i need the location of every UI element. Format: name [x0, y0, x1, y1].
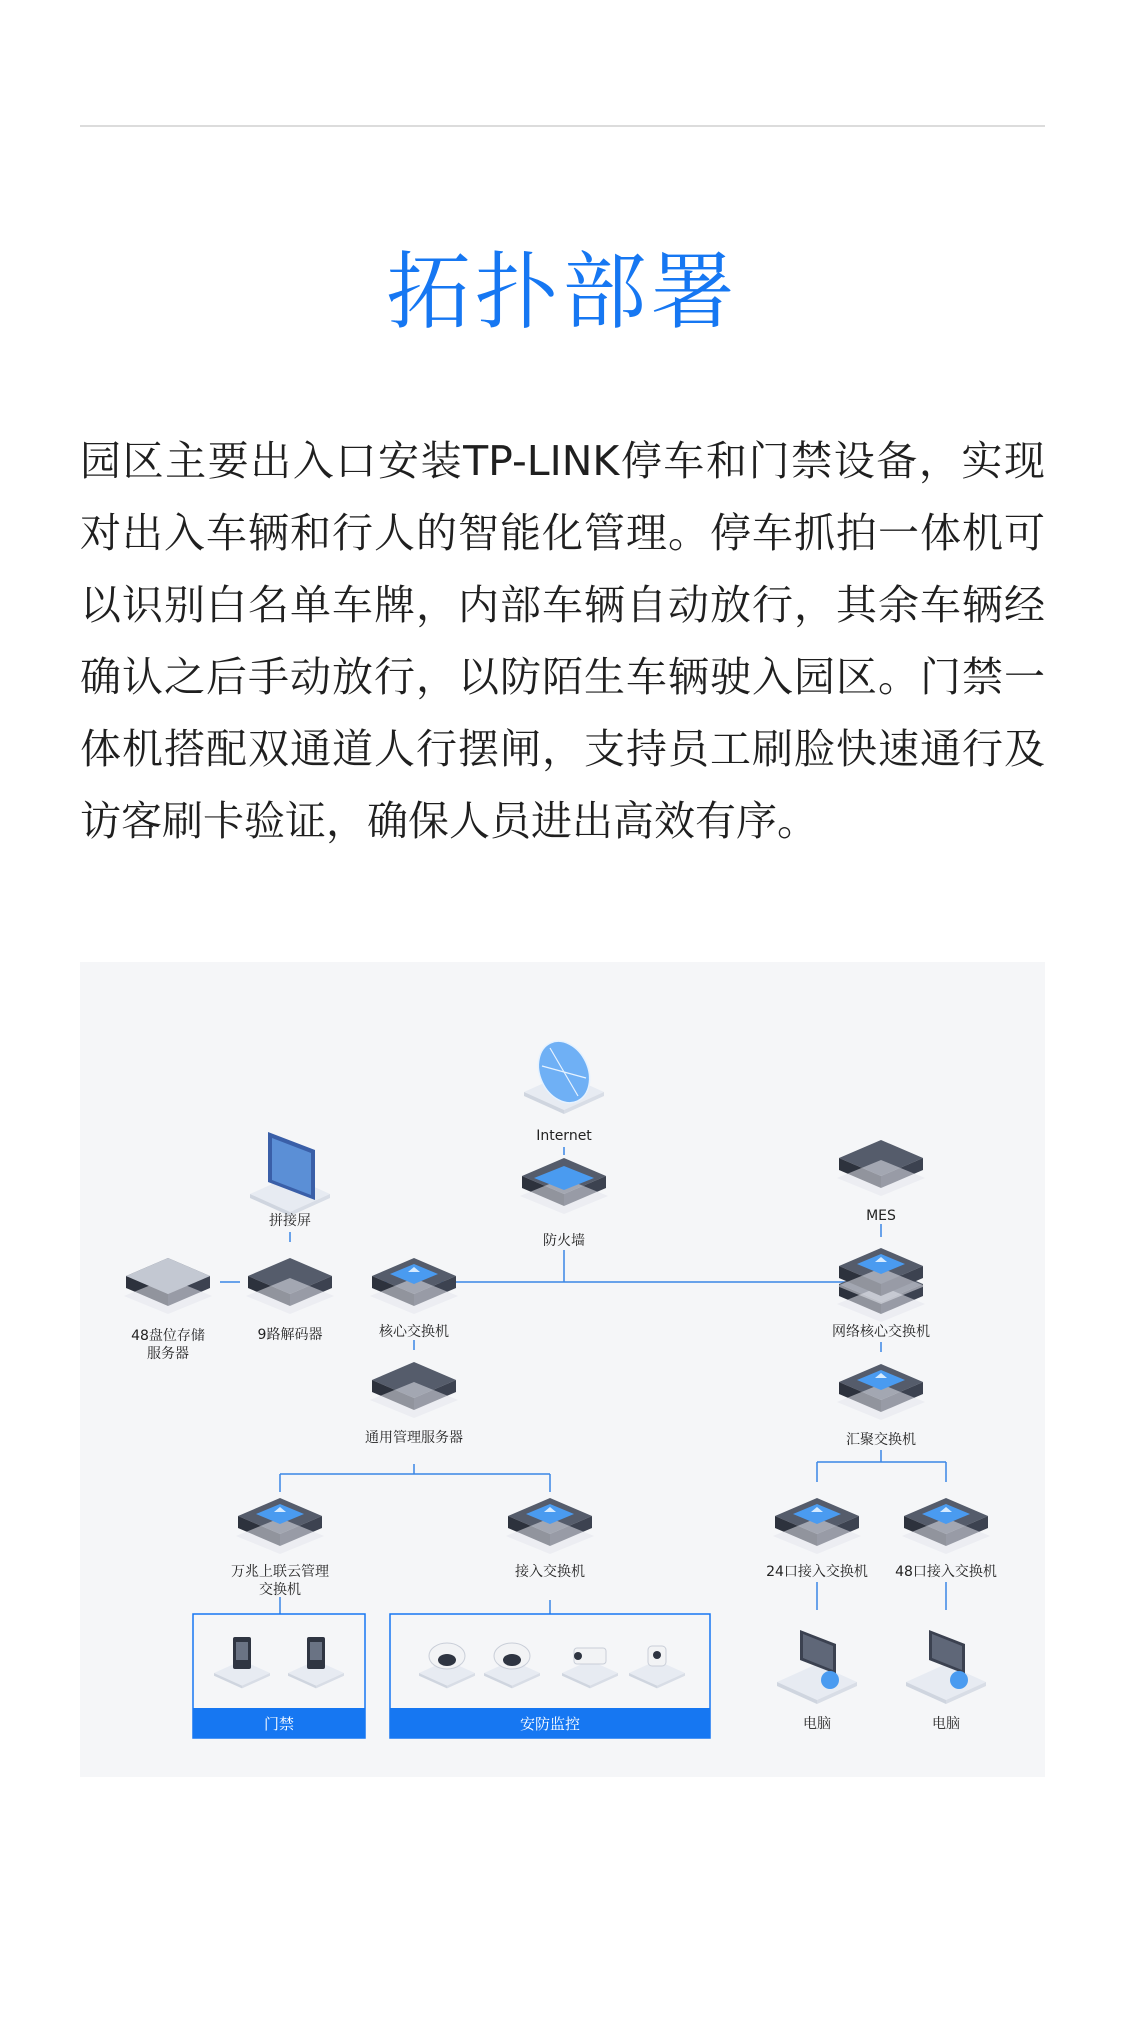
storage-node: [124, 1258, 212, 1362]
security-group: [390, 1614, 710, 1738]
security-label: 安防监控: [519, 1715, 581, 1733]
access-control-group: [193, 1614, 365, 1738]
switch-icon: [370, 1258, 458, 1314]
agg-switch-label: 汇聚交换机: [846, 1432, 916, 1448]
core-switch-node: [370, 1258, 458, 1340]
intro-paragraph: 园区主要出入口安装TP-LINK停车和门禁设备，实现对出入车辆和行人的智能化管理。停车抓拍一体机可以识别白名单车牌，内部车辆自动放行，其余车辆经确认之后手动放行，以防陌生车辆驶入园区。门禁一体机搭配双通道人行摆闸，支持员工刷脸快速通行及访客刷卡验证，确保人员进出高效有序。: [80, 437, 1045, 845]
firewall-node: [520, 1158, 608, 1249]
video-wall-label: 拼接屏: [269, 1213, 311, 1229]
storage-label-line2: 服务器: [147, 1346, 189, 1362]
pc2-label: 电脑: [932, 1716, 960, 1732]
mgmt-server-label: 通用管理服务器: [365, 1430, 463, 1446]
sw24-node: [766, 1498, 868, 1580]
firewall-label: 防火墙: [543, 1233, 585, 1249]
sw48-label: 48口接入交换机: [895, 1564, 997, 1580]
switch-icon: [236, 1498, 324, 1554]
mgmt-server-node: [365, 1362, 463, 1446]
cloud-switch-node: [231, 1498, 329, 1598]
server-icon: [837, 1140, 925, 1196]
server-icon: [370, 1362, 458, 1418]
topology-diagram: [80, 962, 1045, 1777]
storage-label-line1: 48盘位存储: [131, 1328, 205, 1344]
switch-icon: [837, 1364, 925, 1420]
switch-icon: [773, 1498, 861, 1554]
net-core-switch-node: [832, 1248, 930, 1340]
sw24-label: 24口接入交换机: [766, 1564, 868, 1580]
decoder-icon: [246, 1258, 334, 1314]
net-core-switch-label: 网络核心交换机: [832, 1324, 930, 1340]
page-title: 拓扑部署: [386, 243, 739, 341]
internet-node: [524, 1033, 604, 1144]
access-switch-node: [506, 1498, 594, 1580]
access-control-label: 门禁: [263, 1715, 295, 1733]
access-switch-label: 接入交换机: [515, 1564, 585, 1580]
switch-icon: [902, 1498, 990, 1554]
sw48-node: [895, 1498, 997, 1580]
internet-label: Internet: [536, 1128, 592, 1144]
switch-icon: [506, 1498, 594, 1554]
pc1-node: [777, 1630, 857, 1732]
cloud-switch-label-line2: 交换机: [259, 1582, 301, 1598]
pc1-label: 电脑: [803, 1716, 831, 1732]
video-wall-node: [250, 1132, 330, 1229]
pc2-node: [906, 1630, 986, 1732]
agg-switch-node: [837, 1364, 925, 1448]
cloud-switch-label-line1: 万兆上联云管理: [231, 1564, 329, 1580]
decoder-node: [246, 1258, 334, 1343]
core-switch-label: 核心交换机: [379, 1324, 449, 1340]
mes-label: MES: [866, 1208, 896, 1224]
mes-node: [837, 1140, 925, 1224]
decoder-label: 9路解码器: [257, 1327, 323, 1343]
top-divider: [80, 125, 1045, 127]
